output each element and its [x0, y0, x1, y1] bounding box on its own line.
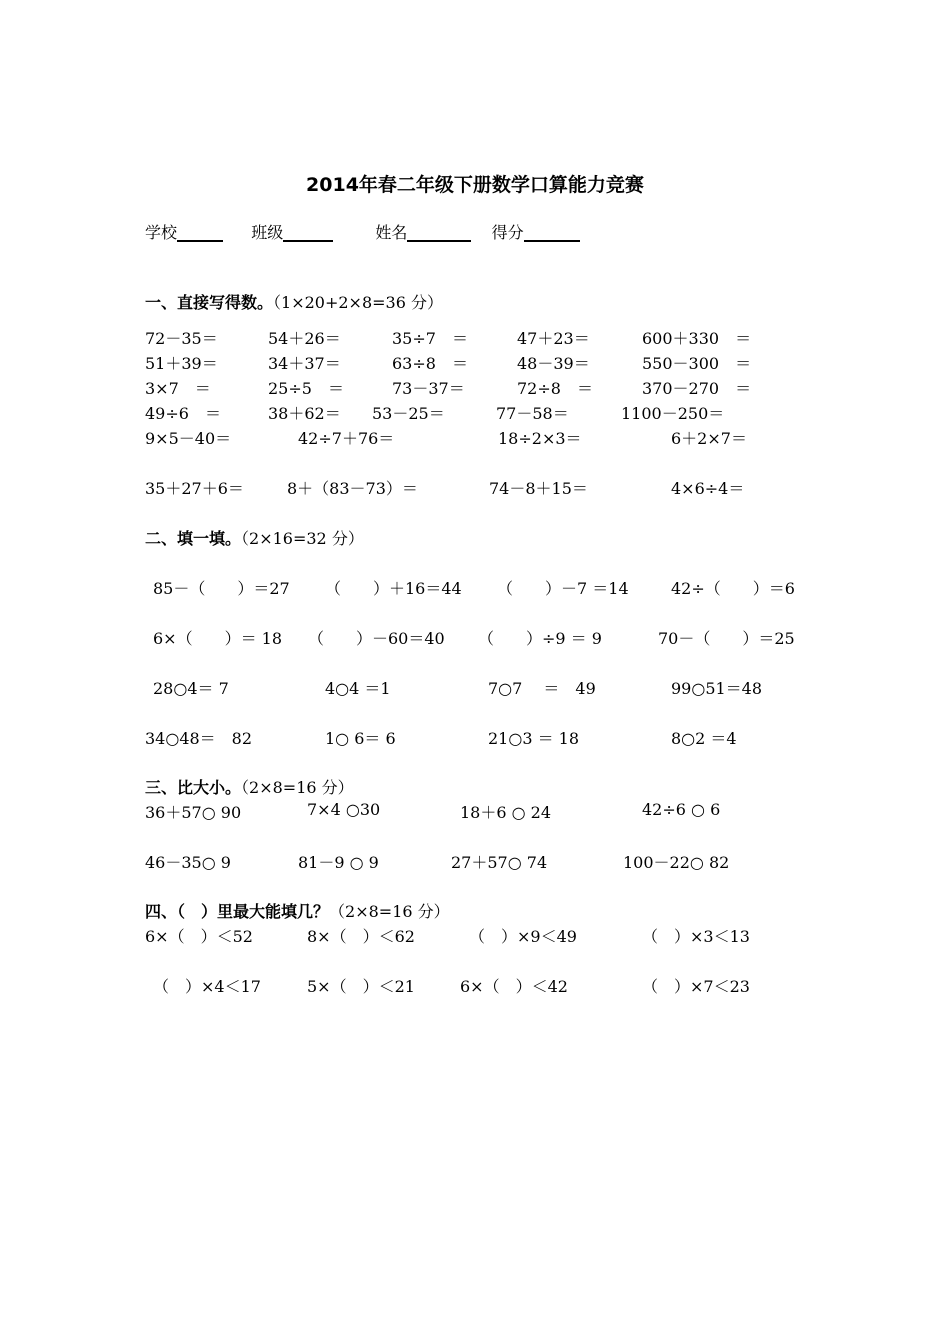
problem: 370－270 ＝: [642, 379, 752, 398]
section-points: （2×16=32 分）: [241, 529, 364, 548]
problem: 25÷5 ＝: [268, 379, 344, 398]
problem: （ ）×7＜23: [642, 977, 750, 996]
problem: 18＋6 ○ 24: [460, 803, 552, 822]
problem: 54＋26＝: [268, 329, 341, 348]
problem: 34＋37＝: [268, 354, 341, 373]
problem: 8＋（83－73）＝: [287, 479, 418, 498]
section-points: （1×20+2×8=36 分）: [273, 293, 443, 312]
problem: 6×（ ）＜42: [460, 977, 568, 996]
problem: （ ）÷9 ＝ 9: [478, 629, 602, 648]
school-blank: [177, 222, 223, 242]
problem: 6×（ ）＜52: [145, 927, 253, 946]
problem: 42÷6 ○ 6: [642, 800, 721, 819]
problem: （ ）×3＜13: [642, 927, 750, 946]
problem: 63÷8 ＝: [392, 354, 468, 373]
section-3-heading: [145, 775, 354, 798]
problem: 34○48＝ 82: [145, 729, 253, 748]
name-label: 姓名: [375, 223, 408, 242]
problem: （ ）－7 ＝14: [497, 579, 629, 598]
problem: 85－（ ）＝27: [153, 579, 290, 598]
problem: 28○4＝ 7: [153, 679, 229, 698]
problem: 5×（ ）＜21: [307, 977, 415, 996]
section-title: 二、填一填。: [145, 529, 242, 548]
problem: 7○7 ＝ 49: [488, 679, 596, 698]
problem: 74－8＋15＝: [489, 479, 588, 498]
problem: 100－22○ 82: [623, 853, 730, 872]
problem: 3×7 ＝: [145, 379, 211, 398]
problem: 77－58＝: [496, 404, 569, 423]
problem: 72÷8 ＝: [517, 379, 593, 398]
section-title: 四、（ ）里最大能填几？: [145, 902, 330, 921]
section-title: 一、直接写得数。: [145, 293, 274, 312]
problem: 8×（ ）＜62: [307, 927, 415, 946]
problem: 8○2 ＝4: [671, 729, 737, 748]
problem: 35÷7 ＝: [392, 329, 468, 348]
problem: （ ）×9＜49: [469, 927, 577, 946]
problem: 36＋57○ 90: [145, 803, 242, 822]
problem: 42÷7＋76＝: [298, 429, 395, 448]
problem: 38＋62＝: [268, 404, 341, 423]
problem: （ ）＋16＝44: [325, 579, 462, 598]
problem: 42÷（ ）＝6: [671, 579, 795, 598]
score-label: 得分: [491, 223, 524, 242]
problem: 21○3 ＝ 18: [488, 729, 580, 748]
section-points: （2×8=16 分）: [329, 902, 450, 921]
page-title: 2014年春二年级下册数学口算能力竞赛: [306, 174, 644, 196]
problem: 550－300 ＝: [642, 354, 752, 373]
problem: 81－9 ○ 9: [298, 853, 379, 872]
problem: 72－35＝: [145, 329, 218, 348]
problem: 18÷2×3＝: [498, 429, 582, 448]
problem: 53－25＝: [372, 404, 445, 423]
problem: 7×4 ○30: [307, 800, 381, 819]
student-info: [145, 220, 580, 243]
class-label: 班级: [251, 223, 284, 242]
problem: 51＋39＝: [145, 354, 218, 373]
section-title: 三、比大小。: [145, 778, 242, 797]
problem: 6＋2×7＝: [671, 429, 747, 448]
section-points: （2×8=16 分）: [241, 778, 354, 797]
problem: （ ）×4＜17: [153, 977, 261, 996]
problem: 35＋27＋6＝: [145, 479, 244, 498]
problem: 1100－250＝: [621, 404, 725, 423]
problem: 27＋57○ 74: [451, 853, 548, 872]
problem: 600＋330 ＝: [642, 329, 752, 348]
problem: 4×6÷4＝: [671, 479, 745, 498]
section-2-heading: [145, 526, 364, 549]
problem: 70－（ ）＝25: [658, 629, 795, 648]
problem: 99○51＝48: [671, 679, 763, 698]
section-4-heading: [145, 899, 450, 922]
problem: 9×5－40＝: [145, 429, 232, 448]
school-label: 学校: [145, 223, 178, 242]
problem: 48－39＝: [517, 354, 590, 373]
section-1-heading: [145, 290, 443, 313]
problem: 46－35○ 9: [145, 853, 231, 872]
name-blank: [407, 222, 471, 242]
problem: 73－37＝: [392, 379, 465, 398]
problem: 6×（ ）＝ 18: [153, 629, 283, 648]
class-blank: [283, 222, 333, 242]
score-blank: [524, 222, 580, 242]
problem: 47＋23＝: [517, 329, 590, 348]
problem: （ ）－60＝40: [308, 629, 445, 648]
problem: 49÷6 ＝: [145, 404, 221, 423]
problem: 4○4 ＝1: [325, 679, 391, 698]
problem: 1○ 6＝ 6: [325, 729, 396, 748]
